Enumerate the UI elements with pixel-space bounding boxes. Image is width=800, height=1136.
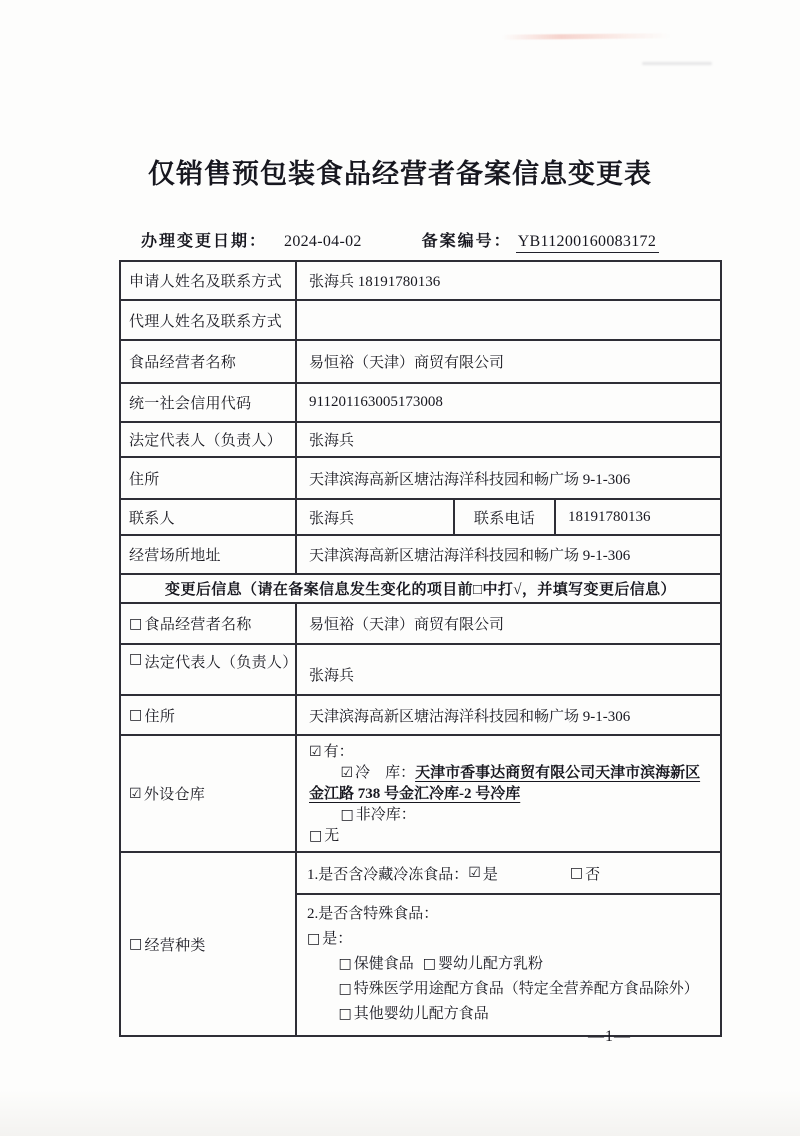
checkbox-checked-icon: ☑ — [340, 765, 354, 781]
warehouse-label: ☑ 外设仓库 — [121, 736, 297, 851]
warehouse-detail — [297, 736, 720, 851]
row-value: 张海兵 18191780136 — [309, 274, 441, 290]
row-value: 天津滨海高新区塘沽海洋科技园和畅广场 9-1-306 — [309, 471, 631, 488]
row-label: 代理人姓名及联系方式 — [121, 301, 297, 339]
contact-phone-label: 联系电话 — [455, 500, 556, 534]
row-applicant — [121, 262, 720, 301]
row-external-warehouse — [121, 736, 720, 853]
change-date-value: 2024-04-02 — [284, 233, 362, 250]
meta-line — [141, 228, 659, 253]
row-contact — [121, 500, 720, 536]
row-value: 天津滨海高新区塘沽海洋科技园和畅广场 9-1-306 — [309, 548, 631, 564]
row-label: 经营场所地址 — [121, 536, 297, 573]
row-label: □ 法定代表人（负责人） — [121, 645, 297, 694]
checkbox-unchecked-icon: □ — [338, 981, 352, 997]
warehouse-has-line: ☑ 有： — [309, 744, 354, 760]
row-label: □ 住所 — [121, 696, 297, 734]
checkbox-unchecked-icon: □ — [569, 865, 584, 881]
row-credit-code — [121, 384, 720, 423]
checkbox-unchecked-icon: □ — [338, 1006, 352, 1022]
row-label: 申请人姓名及联系方式 — [121, 262, 297, 299]
change-row-legal-representative — [121, 645, 720, 696]
record-number-value: YB11200160083172 — [516, 233, 659, 253]
checkbox-unchecked-icon: □ — [129, 707, 143, 723]
row-value: 张海兵 — [309, 433, 355, 449]
row-value — [297, 301, 720, 339]
row-label: 联系人 — [121, 500, 297, 534]
category-item-line: □ 其他婴幼儿配方食品 — [338, 1006, 489, 1022]
change-row-residence — [121, 696, 720, 736]
warehouse-cold-line: ☑ 冷 库：天津市香事达商贸有限公司天津市滨海新区金江路 738 号金汇冷库-2 号冷库 — [309, 765, 701, 802]
row-value: 911201163005173008 — [309, 394, 443, 410]
category-q2-block — [297, 895, 720, 1035]
warehouse-none-line: □ 无 — [309, 828, 340, 844]
scan-bottom-vignette — [0, 1090, 800, 1136]
change-date-label: 办理变更日期： — [141, 233, 268, 250]
page-number: —1— — [588, 1028, 631, 1045]
checkbox-unchecked-icon: □ — [307, 931, 321, 947]
checkbox-unchecked-icon: □ — [338, 956, 352, 972]
checkbox-unchecked-icon: □ — [309, 828, 323, 844]
category-q2-yes-line: □ 是： — [307, 931, 353, 947]
checkbox-unchecked-icon: □ — [129, 615, 143, 632]
row-value: 张海兵 — [309, 668, 355, 684]
row-value: 易恒裕（天津）商贸有限公司 — [309, 355, 505, 371]
cold-storage-address: 天津市香事达商贸有限公司天津市滨海新区金江路 738 号金汇冷库-2 号冷库 — [309, 765, 701, 802]
form-title: 仅销售预包装食品经营者备案信息变更表 — [148, 159, 652, 189]
row-business-category — [121, 853, 720, 1035]
checkbox-unchecked-icon: □ — [129, 651, 143, 667]
checkbox-unchecked-icon: □ — [340, 807, 354, 823]
row-value: 天津滨海高新区塘沽海洋科技园和畅广场 9-1-306 — [309, 708, 631, 725]
checkbox-checked-icon: ☑ — [309, 744, 322, 760]
change-row-operator-name — [121, 604, 720, 645]
row-value: 易恒裕（天津）商贸有限公司 — [309, 617, 505, 633]
contact-phone-value: 18191780136 — [568, 508, 651, 525]
checkbox-unchecked-icon: □ — [129, 936, 143, 952]
row-label: 法定代表人（负责人） — [121, 423, 297, 456]
category-detail — [297, 853, 720, 1035]
row-label: □ 食品经营者名称 — [121, 604, 297, 643]
category-q1-line: 1.是否含冷藏冷冻食品： ☑ 是 □ 否 — [297, 853, 720, 895]
section-header-changed-info: 变更后信息（请在备案信息发生变化的项目前□中打√，并填写变更后信息） — [121, 575, 720, 604]
row-business-address — [121, 536, 720, 575]
row-label: 食品经营者名称 — [121, 341, 297, 382]
category-label: □ 经营种类 — [121, 853, 297, 1035]
row-residence — [121, 458, 720, 500]
contact-name: 张海兵 — [297, 500, 455, 534]
warehouse-noncold-line: □ 非冷库： — [340, 807, 416, 823]
row-label: 统一社会信用代码 — [121, 384, 297, 421]
scan-smudge-pink — [502, 33, 670, 39]
checkbox-checked-icon: ☑ — [129, 785, 142, 802]
scan-smudge-gray — [642, 62, 712, 65]
row-operator-name — [121, 341, 720, 384]
row-label: 住所 — [121, 458, 297, 498]
category-item-line: □ 特殊医学用途配方食品（特定全营养配方食品除外） — [338, 981, 699, 997]
row-agent — [121, 301, 720, 341]
category-q2-line: 2.是否含特殊食品： — [307, 906, 439, 922]
category-item-line: □ 保健食品 □ 婴幼儿配方乳粉 — [338, 956, 543, 972]
record-number-label: 备案编号： — [421, 233, 512, 250]
checkbox-unchecked-icon: □ — [422, 956, 436, 972]
row-legal-representative — [121, 423, 720, 458]
form-table — [119, 260, 722, 1037]
checkbox-checked-icon: ☑ — [468, 865, 481, 881]
